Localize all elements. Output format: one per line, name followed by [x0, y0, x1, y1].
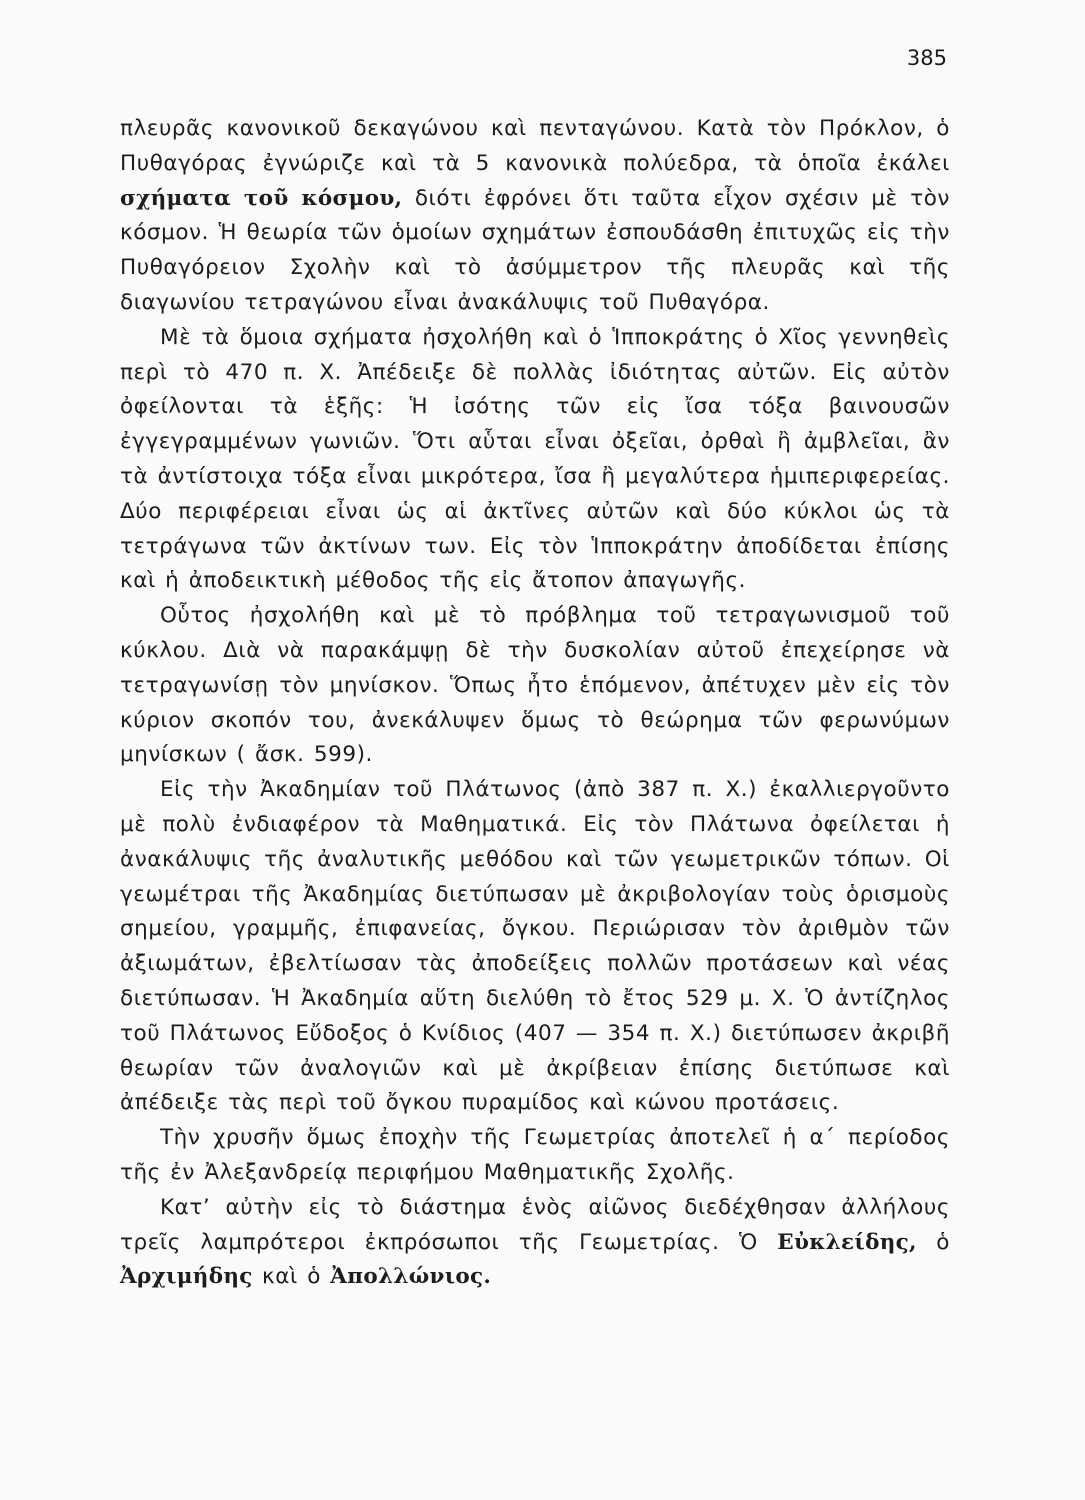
text-run: Μὲ τὰ ὅμοια σχήματα ἠσχολήθη καὶ ὁ Ἱπποκράτης ὁ Χῖος γεννηθεὶς περὶ τὸ 470 π. Χ. Ἀπέδειξε δὲ πολλὰς ἰδιότητας αὐτῶν. Εἰς αὐτὸν ὀφείλονται τὰ ἑξῆς: Ἡ ἰσότης τῶν εἰς ἴσα τόξα βαινουσῶν ἐγγεγραμμένων γωνιῶν. Ὅτι αὗται εἶναι ὀξεῖαι, ὀρθαὶ ἢ ἀμβλεῖαι, ἂν τὰ ἀντίστοιχα τόξα εἶναι μικρότερα, ἴσα ἢ μεγαλύτερα ἡμιπεριφερείας. Δύο περιφέρειαι εἶναι ὡς αἱ ἀκτῖνες αὐτῶν καὶ δύο κύκλοι ὡς τὰ τετράγωνα τῶν ἀκτίνων των. Εἰς τὸν Ἱπποκράτην ἀποδίδεται ἐπίσης καὶ ἡ ἀποδεικτικὴ μέθοδος τῆς εἰς ἄτοπον ἀπαγωγῆς. [120, 324, 950, 594]
bold-name-archimedes: Ἀρχιμήδης [120, 1264, 253, 1290]
paragraph [120, 1191, 950, 1295]
text-run: Οὗτος ἠσχολήθη καὶ μὲ τὸ πρόβλημα τοῦ τετραγωνισμοῦ τοῦ κύκλου. Διὰ νὰ παρακάμψῃ δὲ τὴν δυσκολίαν αὐτοῦ ἐπεχείρησε νὰ τετραγωνίσῃ τὸν μηνίσκον. Ὅπως ἦτο ἑπόμενον, ἀπέτυχεν μὲν εἰς τὸν κύριον σκοπόν του, ἀνεκάλυψεν ὅμως τὸ θεώρημα τῶν φερωνύμων μηνίσκων ( ἄσκ. 599). [120, 603, 950, 768]
bold-name-euclid: Εὐκλείδης, [777, 1229, 917, 1255]
bold-term: σχήματα τοῦ κόσμου, [120, 185, 403, 211]
body-text [120, 112, 950, 1295]
text-run: καὶ ὁ [252, 1264, 331, 1290]
paragraph [120, 773, 950, 1121]
paragraph [120, 1121, 950, 1191]
page-number: 385 [906, 46, 947, 70]
text-run: Εἰς τὴν Ἀκαδημίαν τοῦ Πλάτωνος (ἀπὸ 387 π. Χ.) ἐκαλλιεργοῦντο μὲ πολὺ ἐνδιαφέρον τὰ Μαθηματικά. Εἰς τὸν Πλάτωνα ὀφείλεται ἡ ἀνακάλυψις τῆς ἀναλυτικῆς μεθόδου καὶ τῶν γεωμετρικῶν τόπων. Οἱ γεωμέτραι τῆς Ἀκαδημίας διετύπωσαν μὲ ἀκριβολογίαν τοὺς ὁρισμοὺς σημείου, γραμμῆς, ἐπιφανείας, ὄγκου. Περιώρισαν τὸν ἀριθμὸν τῶν ἀξιωμάτων, ἐβελτίωσαν τὰς ἀποδείξεις πολλῶν προτάσεων καὶ νέας διετύπωσαν. Ἡ Ἀκαδημία αὕτη διελύθη τὸ ἔτος 529 μ. Χ. Ὁ ἀντίζηλος τοῦ Πλάτωνος Εὔδοξος ὁ Κνίδιος (407 — 354 π. Χ.) διετύπωσεν ἀκριβῆ θεωρίαν τῶν ἀναλογιῶν καὶ μὲ ἀκρίβειαν ἐπίσης διετύπωσε καὶ ἀπέδειξε τὰς περὶ τοῦ ὄγκου πυραμίδος καὶ κώνου προτάσεις. [120, 777, 950, 1116]
text-run: ὁ [916, 1229, 950, 1255]
text-run: διότι ἐφρόνει ὅτι ταῦτα εἶχον σχέσιν μὲ τὸν κόσμον. Ἡ θεωρία τῶν ὁμοίων σχημάτων ἐσπουδάσθη ἐπιτυχῶς εἰς τὴν Πυθαγόρειον Σχολὴν καὶ τὸ ἀσύμμετρον τῆς πλευρᾶς καὶ τῆς διαγωνίου τετραγώνου εἶναι ἀνακάλυψις τοῦ Πυθαγόρα. [120, 185, 950, 315]
text-run: πλευρᾶς κανονικοῦ δεκαγώνου καὶ πενταγώνου. Κατὰ τὸν Πρόκλον, ὁ Πυθαγόρας ἐγνώριζε καὶ τὰ 5 κανονικὰ πολύεδρα, τὰ ὁποῖα ἐκάλει [120, 116, 950, 176]
text-run: Τὴν χρυσῆν ὅμως ἐποχὴν τῆς Γεωμετρίας ἀποτελεῖ ἡ α΄ περίοδος τῆς ἐν Ἀλεξανδρείᾳ περιφήμου Μαθηματικῆς Σχολῆς. [120, 1125, 950, 1185]
paragraph [120, 112, 950, 321]
paragraph [120, 599, 950, 773]
bold-name-apollonius: Ἀπολλώνιος. [330, 1264, 492, 1290]
paragraph [120, 321, 950, 599]
text-run: Κατ’ αὐτὴν εἰς τὸ διάστημα ἑνὸς αἰῶνος διεδέχθησαν ἀλλήλους τρεῖς λαμπρότεροι ἐκπρόσωποι τῆς Γεωμετρίας. Ὁ [120, 1194, 950, 1255]
